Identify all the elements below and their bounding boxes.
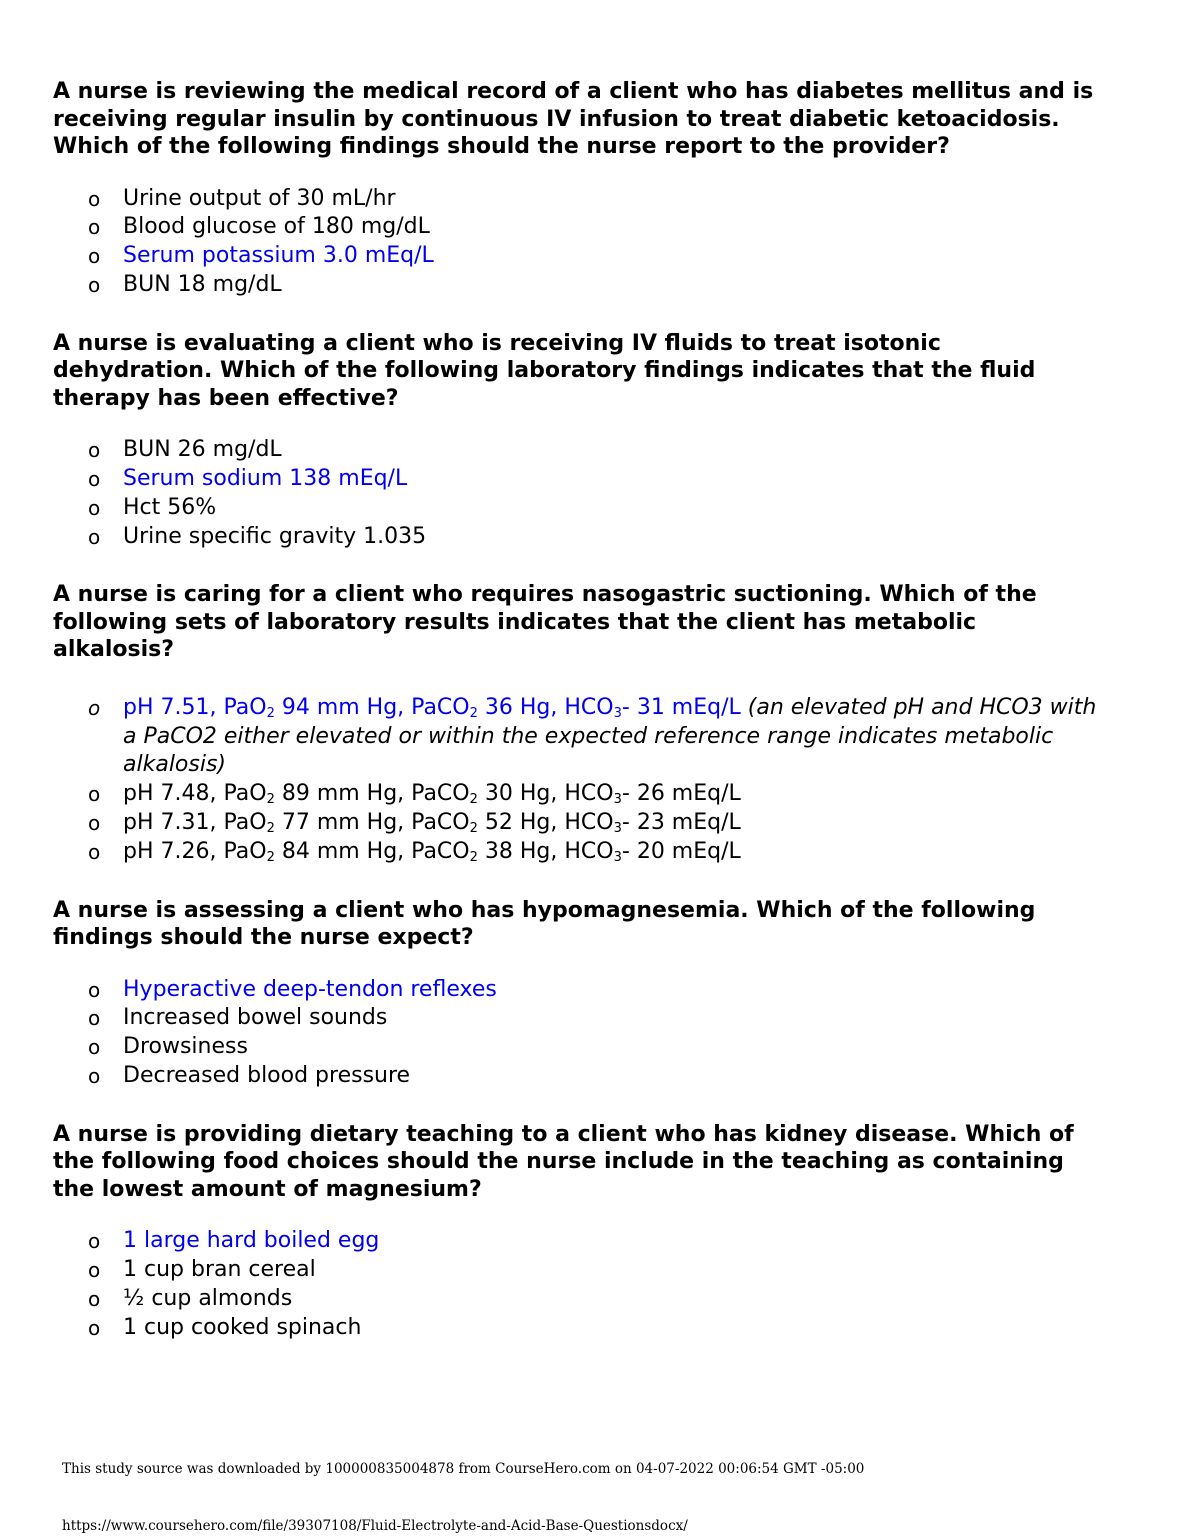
subscript: 3 [613, 821, 622, 837]
answer-option [53, 436, 1103, 465]
bullet-marker: o [88, 695, 101, 720]
answer-option-correct [53, 465, 1103, 494]
source-url[interactable]: https://www.coursehero.com/file/39307108/Fluid-Electrolyte-and-Acid-Base-Questionsdocx/ [62, 1518, 688, 1534]
bullet-marker: o [88, 1229, 101, 1254]
bullet-marker: o [88, 466, 101, 491]
bullet-marker: o [88, 215, 101, 240]
pao2-value: 77 mm Hg, PaCO [274, 810, 470, 836]
option-text: Drowsiness [123, 1034, 248, 1060]
question-1 [53, 78, 1103, 300]
subscript: 2 [266, 849, 275, 865]
answer-options [53, 185, 1103, 300]
subscript: 2 [266, 705, 275, 721]
correct-option-text: 1 large hard boiled egg [123, 1228, 380, 1254]
bullet-marker: o [88, 811, 101, 836]
correct-option-text: Hyperactive deep-tendon reflexes [123, 976, 497, 1002]
bullet-marker: o [88, 839, 101, 864]
bullet-marker: o [88, 438, 101, 463]
pao2-value: 89 mm Hg, PaCO [274, 781, 470, 807]
answer-option [53, 1256, 1103, 1285]
bullet-marker: o [88, 1035, 101, 1060]
question-4 [53, 897, 1103, 1091]
question-stem: A nurse is caring for a client who requires nasogastric suctioning. Which of the following sets of laboratory results indicates that the client has metabolic alkalosis? [53, 582, 1037, 663]
answer-option [53, 185, 1103, 214]
subscript: 3 [613, 849, 622, 865]
answer-options [53, 694, 1103, 867]
bullet-marker: o [88, 186, 101, 211]
bullet-marker: o [88, 495, 101, 520]
answer-option-correct [53, 242, 1103, 271]
option-text: Hct 56% [123, 494, 217, 520]
option-text: 1 cup cooked spinach [123, 1314, 362, 1340]
answer-option [53, 213, 1103, 242]
answer-option [53, 809, 1103, 838]
option-text: Urine specific gravity 1.035 [123, 523, 427, 549]
option-text: ½ cup almonds [123, 1285, 293, 1311]
hco3-value: - 20 mEq/L [621, 838, 741, 864]
subscript: 2 [469, 705, 478, 721]
subscript: 2 [469, 849, 478, 865]
bullet-marker: o [88, 1286, 101, 1311]
question-stem: A nurse is assessing a client who has hypomagnesemia. Which of the following findings should the nurse expect? [53, 897, 1036, 951]
answer-option [53, 271, 1103, 300]
subscript: 2 [469, 792, 478, 808]
question-stem: A nurse is evaluating a client who is receiving IV fluids to treat isotonic dehydration. Which of the following laboratory findings indicates that the fluid therapy has been effective? [53, 330, 1036, 411]
paco2-value: 36 Hg, HCO [477, 694, 614, 720]
hco3-value: - 23 mEq/L [621, 810, 741, 836]
document-body [53, 78, 1103, 1373]
correct-option-text: Serum sodium 138 mEq/L [123, 465, 408, 491]
option-text: BUN 18 mg/dL [123, 271, 282, 297]
answer-option-correct [53, 976, 1103, 1005]
answer-option [53, 1314, 1103, 1343]
bullet-marker: o [88, 1258, 101, 1283]
answer-option [53, 523, 1103, 552]
pao2-value: 94 mm Hg, PaCO [274, 694, 470, 720]
subscript: 2 [266, 792, 275, 808]
answer-options [53, 976, 1103, 1091]
ph-value: pH 7.31, PaO [123, 810, 267, 836]
subscript: 3 [613, 792, 622, 808]
paco2-value: 38 Hg, HCO [477, 838, 614, 864]
option-text: 1 cup bran cereal [123, 1257, 316, 1283]
subscript: 2 [266, 821, 275, 837]
hco3-value: - 31 mEq/L [621, 694, 741, 720]
bullet-marker: o [88, 1006, 101, 1031]
download-notice: This study source was downloaded by 100000835004878 from CourseHero.com on 04-07-2022 00:06:54 GMT -05:00 [62, 1461, 865, 1477]
answer-option [53, 1033, 1103, 1062]
bullet-marker: o [88, 1315, 101, 1340]
pao2-value: 84 mm Hg, PaCO [274, 838, 470, 864]
option-text: BUN 26 mg/dL [123, 437, 282, 463]
subscript: 2 [469, 821, 478, 837]
answer-option-correct [53, 1227, 1103, 1256]
answer-option-correct [53, 694, 1103, 780]
ph-value: pH 7.26, PaO [123, 838, 267, 864]
bullet-marker: o [88, 782, 101, 807]
answer-options [53, 436, 1103, 551]
answer-option [53, 1004, 1103, 1033]
option-text: Urine output of 30 mL/hr [123, 185, 396, 211]
paco2-value: 30 Hg, HCO [477, 781, 614, 807]
bullet-marker: o [88, 272, 101, 297]
option-text: Decreased blood pressure [123, 1063, 411, 1089]
bullet-marker: o [88, 1064, 101, 1089]
answer-options [53, 1227, 1103, 1342]
question-stem: A nurse is providing dietary teaching to a client who has kidney disease. Which of the following food choices should the nurse include in the teaching as containing the lowest amount of magnesium? [53, 1121, 1074, 1202]
question-stem: A nurse is reviewing the medical record of a client who has diabetes mellitus and is receiving regular insulin by continuous IV infusion to treat diabetic ketoacidosis. Which of the following findings should the nurse report to the provider? [53, 79, 1094, 159]
option-text: Increased bowel sounds [123, 1005, 388, 1031]
subscript: 3 [613, 705, 622, 721]
answer-option [53, 1062, 1103, 1091]
answer-option [53, 494, 1103, 523]
bullet-marker: o [88, 524, 101, 549]
bullet-marker: o [88, 244, 101, 269]
answer-option [53, 838, 1103, 867]
question-2 [53, 330, 1103, 552]
paco2-value: 52 Hg, HCO [477, 810, 614, 836]
question-5 [53, 1121, 1103, 1343]
ph-value: pH 7.48, PaO [123, 781, 267, 807]
ph-value: pH 7.51, PaO [123, 694, 267, 720]
bullet-marker: o [88, 977, 101, 1002]
answer-option [53, 780, 1103, 809]
correct-option-text: Serum potassium 3.0 mEq/L [123, 243, 434, 269]
hco3-value: - 26 mEq/L [621, 781, 741, 807]
answer-option [53, 1285, 1103, 1314]
question-3 [53, 581, 1103, 866]
correct-option-text [123, 695, 741, 720]
option-text: Blood glucose of 180 mg/dL [123, 214, 430, 240]
rationale-text: (an elevated pH and HCO3 with a PaCO2 either elevated or within the expected reference range indicates metabolic alkalosis) [123, 694, 1097, 778]
